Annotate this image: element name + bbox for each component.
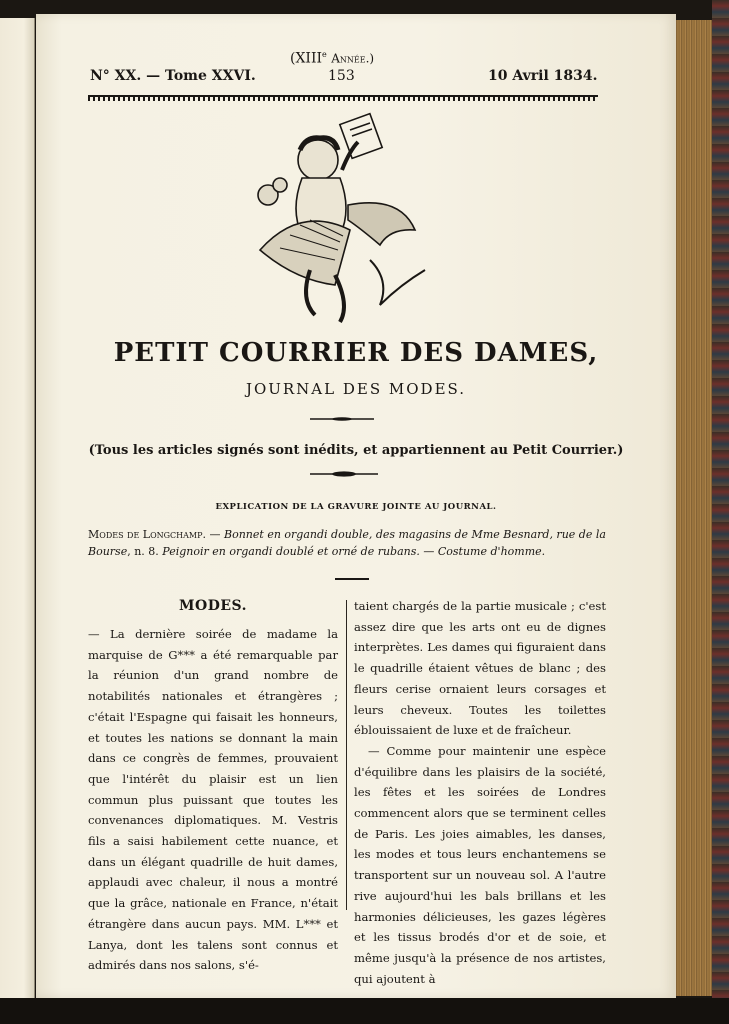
short-rule bbox=[335, 578, 369, 580]
article-title: MODES. bbox=[179, 598, 247, 614]
engraving-text-3: Peignoir en organdi doublé et orné de rubans. — Costume d'homme. bbox=[162, 545, 546, 558]
engraving-label: Modes de Longchamp. bbox=[88, 528, 207, 541]
engraving-text-1: Bonnet en organdi double, des magasins de Mme Besnard, rue de la Bourse bbox=[88, 528, 606, 558]
engraving-text-2: , n. 8. bbox=[127, 545, 163, 558]
page-number: 153 bbox=[328, 68, 355, 84]
issue-date: 10 Avril 1834. bbox=[488, 68, 598, 84]
issue-number: N° XX. — Tome XXVI. bbox=[90, 68, 256, 84]
article-paragraph-3: — Comme pour maintenir une espèce d'équilibre dans les plaisirs de la société, les fêtes et les soirées de Londres commencent alors que se terminent celles de Paris. Les joies aimables, les danses, les modes et tous leurs enchantemens se transportent sur un nouveau sol. A l'autre rive aujourd'hui les bals brillans et les harmonies délicieuses, les gazes légères et les tissus brodés d'or et de soie, et même jusqu'à la présence de nos artistes, qui ajoutent à bbox=[354, 743, 606, 986]
left-page-edge bbox=[0, 18, 35, 998]
journal-subtitle: JOURNAL DES MODES. bbox=[245, 380, 467, 398]
year-superscript: e bbox=[322, 50, 327, 59]
ornament-rule bbox=[310, 417, 374, 421]
book-cover-edge bbox=[712, 0, 729, 1024]
article-paragraph-1: — La dernière soirée de madame la marquise de G*** a été remarquable par la réunion d'un grand nombre de notabilités nationales et étrangères ; c'était l'Espagne qui faisait les honneurs, et toutes les nations se donnant la main dans ce congrès de femmes, prouvaient que l'intérêt du plaisir est un lien commun plus puissant que toutes les convenances diplomatiques. M. Vestris fils a saisi habilement cette nuance, et dans un élégant quadrille de huit dames, applaudi avec chaleur, il nous a montré que la grâce, nationale en France, n'était étrangère dans aucun pays. MM. L*** et Lanya, dont les talens sont connus et admirés dans nos salons, s'é- bbox=[88, 627, 338, 973]
year-heading bbox=[290, 50, 374, 67]
header-dotted-rule bbox=[88, 95, 598, 101]
engraving-description: Modes de Longchamp. — Bonnet en organdi double, des magasins de Mme Besnard, rue de la Bourse, n. 8. Peignoir en organdi doublé et orné de rubans. — Costume d'homme. bbox=[88, 528, 606, 558]
year-label: Année.) bbox=[331, 51, 375, 66]
year-number: (XIII bbox=[290, 50, 323, 67]
engraving-heading: EXPLICATION DE LA GRAVURE JOINTE AU JOURNAL. bbox=[215, 502, 497, 512]
bottom-shadow bbox=[0, 998, 729, 1024]
rights-notice: (Tous les articles signés sont inédits, et appartiennent au Petit Courrier.) bbox=[88, 443, 624, 458]
book-fore-edge bbox=[676, 20, 712, 996]
journal-title: PETIT COURRIER DES DAMES, bbox=[113, 338, 599, 368]
article-paragraph-2: taient chargés de la partie musicale ; c'est assez dire que les arts ont eu de dignes interprètes. Les dames qui figuraient dans le quadrille étaient vêtues de blanc ; des fleurs cerise ornaient leurs corsages et leurs cheveux. Toutes les toilettes éblouissaient de luxe et de fraîcheur. bbox=[354, 599, 606, 738]
column-divider bbox=[346, 600, 347, 910]
article-left-column bbox=[88, 596, 338, 976]
ornament-rule-2 bbox=[310, 471, 378, 477]
cherub-vignette-icon bbox=[240, 110, 435, 332]
article-right-column bbox=[354, 596, 606, 989]
